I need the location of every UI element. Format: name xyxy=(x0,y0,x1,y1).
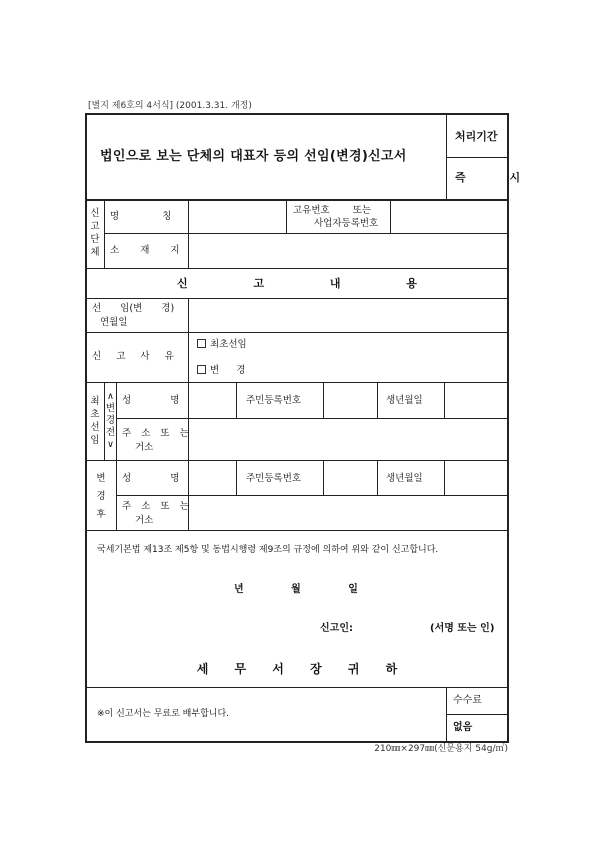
declaration-date-line: 년 월 일 xyxy=(234,584,358,595)
appoint-date-label-2: 연월일 xyxy=(100,317,128,328)
appoint-date-field[interactable] xyxy=(189,299,507,331)
before-section-label: 최 초 선 임 xyxy=(90,396,100,446)
frame-right xyxy=(507,113,509,742)
after-birth-field[interactable] xyxy=(445,461,507,494)
org-name-field[interactable] xyxy=(189,200,285,232)
checkbox-icon xyxy=(197,339,206,348)
before-resident-field[interactable] xyxy=(324,383,376,417)
before-address-field[interactable] xyxy=(189,419,507,459)
recipient-line: 세 무 서 장 귀 하 xyxy=(196,662,398,676)
fee-value: 없음 xyxy=(453,722,473,733)
id-number-field[interactable] xyxy=(391,200,507,232)
before-address-label-1: 주 소 또 는 xyxy=(122,428,189,439)
before-address-label-2: 거소 xyxy=(135,442,154,453)
before-name-label: 성 명 xyxy=(122,395,180,406)
after-resident-field[interactable] xyxy=(324,461,376,494)
reporter-signature-field[interactable] xyxy=(360,618,428,636)
org-address-label: 소 재 지 xyxy=(110,245,180,256)
before-name-field[interactable] xyxy=(189,383,235,417)
appoint-date-label-1: 선 임(변 경) xyxy=(92,303,175,314)
after-resident-label: 주민등록번호 xyxy=(246,473,302,484)
id-number-label-1: 고유번호 또는 xyxy=(293,205,372,216)
reporter-label: 신고인: xyxy=(320,623,353,634)
before-birth-label: 생년월일 xyxy=(386,395,423,406)
after-birth-label: 생년월일 xyxy=(386,473,423,484)
before-resident-label: 주민등록번호 xyxy=(246,395,302,406)
declaration-statement: 국세기본법 제13조 제5항 및 동법시행령 제9조의 규정에 의하여 위와 같이 신고합니다. xyxy=(97,545,439,555)
after-section-label: 변 경 후 xyxy=(96,473,106,520)
after-address-field[interactable] xyxy=(189,496,507,529)
after-name-field[interactable] xyxy=(189,461,235,494)
option-change[interactable]: 변 경 xyxy=(197,365,245,376)
frame-bottom xyxy=(85,741,509,743)
after-address-label-2: 거소 xyxy=(135,515,154,526)
after-name-label: 성 명 xyxy=(122,473,180,484)
paper-spec: 210㎜×297㎜(신문용지 54g/㎡) xyxy=(374,744,508,754)
before-birth-field[interactable] xyxy=(445,383,507,417)
org-address-field[interactable] xyxy=(189,234,507,267)
form-reference: [별지 제6호의 4서식] (2001.3.31. 개정) xyxy=(88,101,252,111)
signature-label: (서명 또는 인) xyxy=(430,623,495,634)
report-reason-label: 신 고 사 유 xyxy=(92,351,174,362)
processing-period-value: 즉 시 xyxy=(455,171,541,184)
fee-label: 수수료 xyxy=(453,695,482,706)
report-content-header: 신 고 내 용 xyxy=(177,277,417,290)
footer-note: ※이 신고서는 무료로 배부합니다. xyxy=(97,709,230,719)
checkbox-icon xyxy=(197,365,206,374)
id-number-label-2: 사업자등록번호 xyxy=(314,218,379,229)
option-first-appointment[interactable]: 최초선임 xyxy=(197,339,247,350)
before-change-sublabel: ∧ 변 경 전 ∨ xyxy=(105,391,116,450)
frame-left xyxy=(85,113,87,742)
processing-period-label: 처리기간 xyxy=(455,130,498,143)
org-name-label: 명 칭 xyxy=(110,211,172,222)
form-title: 법인으로 보는 단체의 대표자 등의 선임(변경)신고서 xyxy=(100,149,407,164)
reporter-section-label: 신 고 단 체 xyxy=(90,208,100,258)
after-address-label-1: 주 소 또 는 xyxy=(122,501,189,512)
